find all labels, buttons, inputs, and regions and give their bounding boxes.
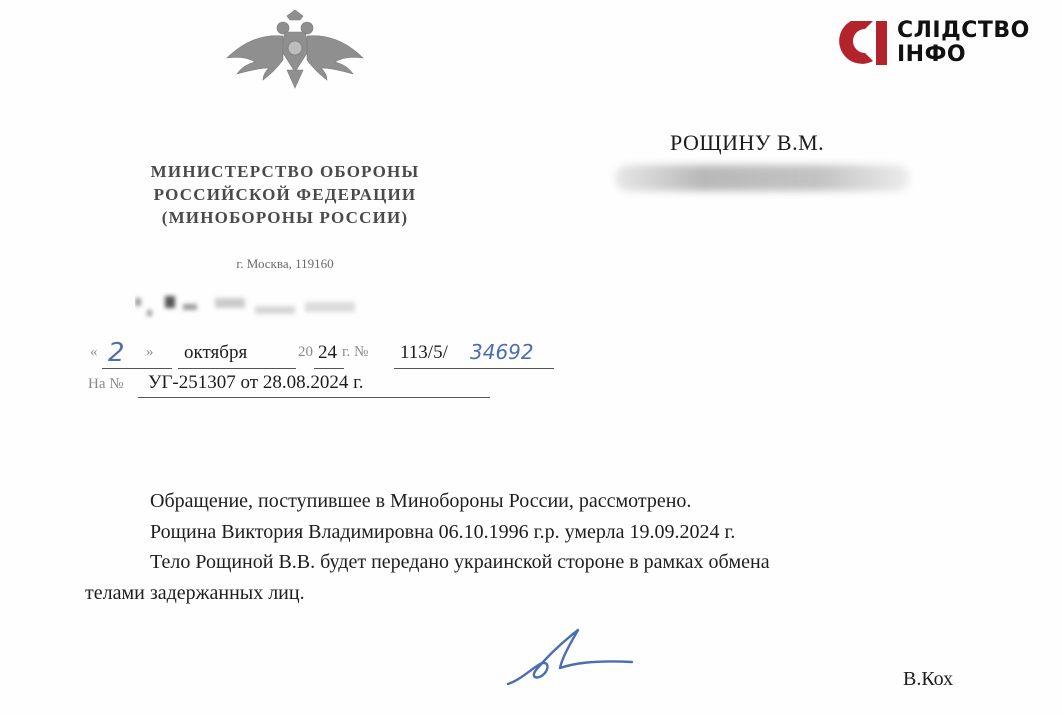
- handwritten-number: 34692: [470, 340, 534, 364]
- number-underline: [394, 368, 554, 369]
- letterhead-line-1: МИНИСТЕРСТВО ОБОРОНЫ: [150, 162, 420, 181]
- body-paragraph-3: Тело Рощиной В.В. будет передано украинской стороне в рамках обмена: [150, 551, 770, 573]
- signer-name: В.Кох: [903, 668, 954, 690]
- reference-underline: [138, 397, 490, 398]
- logo-c-mark: [839, 21, 873, 64]
- sender-city: г. Москва, 119160: [236, 256, 334, 271]
- day-underline: [102, 368, 172, 369]
- year-number-label: г. №: [342, 344, 369, 360]
- reference-label: На №: [88, 376, 124, 392]
- reference-line: [88, 372, 508, 402]
- logo-line-2: ІНФО: [897, 42, 967, 67]
- quote-open: «: [90, 344, 98, 360]
- letterhead: [110, 160, 460, 229]
- redacted-stamp: [135, 292, 375, 326]
- outgoing-number: 113/5/: [400, 342, 448, 363]
- letterhead-line-2: РОССИЙСКОЙ ФЕДЕРАЦИИ: [153, 185, 417, 204]
- redacted-address: [615, 165, 910, 191]
- eagle-emblem-icon: [225, 10, 365, 90]
- addressee-name: РОЩИНУ В.М.: [670, 130, 825, 155]
- outgoing-date-line: [88, 340, 558, 370]
- handwritten-signature: [500, 622, 640, 692]
- month-underline: [178, 368, 296, 369]
- body-paragraph-1: Обращение, поступившее в Минобороны России, рассмотрено.: [150, 490, 692, 512]
- letter-body: [85, 486, 985, 608]
- quote-close: »: [146, 344, 154, 360]
- year-suffix: 24: [318, 342, 337, 363]
- body-paragraph-3-continued: телами задержанных лиц.: [85, 581, 305, 604]
- logo-line-1: СЛІДСТВО: [897, 18, 1030, 43]
- year-prefix: 20: [298, 344, 313, 360]
- handwritten-day: 2: [108, 338, 125, 368]
- body-paragraph-2: Рощина Виктория Владимировна 06.10.1996 г.р. умерла 19.09.2024 г.: [150, 520, 736, 543]
- logo-i-mark: [876, 21, 887, 65]
- year-underline: [314, 368, 344, 369]
- reference-value: УГ-251307 от 28.08.2024 г.: [148, 372, 364, 393]
- date-month: октября: [184, 342, 248, 363]
- logo-text: [897, 19, 1030, 67]
- letterhead-line-3: (МИНОБОРОНЫ РОССИИ): [161, 208, 409, 227]
